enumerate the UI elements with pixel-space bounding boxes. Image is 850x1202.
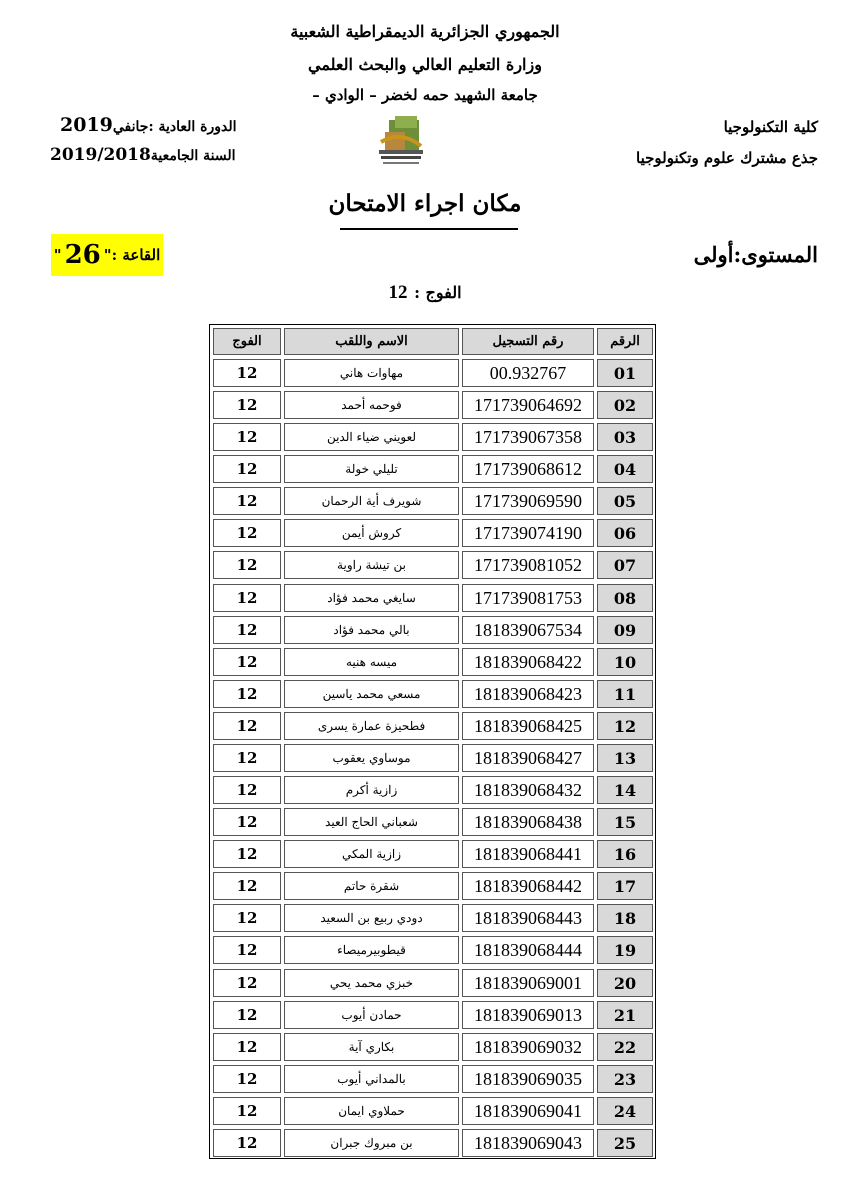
row-num: 23: [597, 1065, 653, 1093]
university-building-logo-icon: [375, 112, 427, 170]
row-group: 12: [213, 680, 281, 708]
row-reg: 181839069043: [462, 1129, 594, 1157]
row-group: 12: [213, 936, 281, 964]
row-group: 12: [213, 1097, 281, 1125]
row-reg: 181839067534: [462, 616, 594, 644]
row-num: 01: [597, 359, 653, 387]
row-reg: 181839068422: [462, 648, 594, 676]
group-label: الفوج :: [414, 283, 462, 302]
row-name: فوحمه أحمد: [284, 391, 459, 419]
row-group: 12: [213, 808, 281, 836]
row-num: 13: [597, 744, 653, 772]
row-name: كروش أيمن: [284, 519, 459, 547]
row-num: 02: [597, 391, 653, 419]
row-reg: 181839068442: [462, 872, 594, 900]
row-reg: 181839069001: [462, 969, 594, 997]
row-reg: 181839068427: [462, 744, 594, 772]
row-name: ميسه هنيه: [284, 648, 459, 676]
row-name: لعويني ضياء الدين: [284, 423, 459, 451]
row-num: 03: [597, 423, 653, 451]
row-name: فطحيزة عمارة يسرى: [284, 712, 459, 740]
row-num: 06: [597, 519, 653, 547]
row-num: 12: [597, 712, 653, 740]
academic-year: 2019/2018: [50, 145, 151, 165]
row-reg: 181839069013: [462, 1001, 594, 1029]
students-table: [209, 324, 656, 1159]
row-reg: 181839068423: [462, 680, 594, 708]
row-reg: 181839068432: [462, 776, 594, 804]
hall-label: القاعة :: [111, 246, 161, 264]
row-num: 14: [597, 776, 653, 804]
row-num: 20: [597, 969, 653, 997]
row-num: 07: [597, 551, 653, 579]
row-group: 12: [213, 455, 281, 483]
academic-line: [50, 145, 236, 165]
faculty-label: كلية التكنولوجيا: [723, 118, 818, 136]
row-group: 12: [213, 776, 281, 804]
row-name: زازية المكي: [284, 840, 459, 868]
row-name: بالي محمد فؤاد: [284, 616, 459, 644]
row-group: 12: [213, 551, 281, 579]
row-name: مهاوات هاني: [284, 359, 459, 387]
session-line: [60, 114, 237, 136]
row-reg: 171739067358: [462, 423, 594, 451]
row-name: شعباني الحاج العيد: [284, 808, 459, 836]
row-name: بن مبروك جبران: [284, 1129, 459, 1157]
row-reg: 171739074190: [462, 519, 594, 547]
row-group: 12: [213, 840, 281, 868]
row-num: 24: [597, 1097, 653, 1125]
row-group: 12: [213, 519, 281, 547]
row-name: بالمداني أيوب: [284, 1065, 459, 1093]
row-name: مسعي محمد ياسين: [284, 680, 459, 708]
row-reg: 00.932767: [462, 359, 594, 387]
row-group: 12: [213, 712, 281, 740]
row-name: شويرف أية الرحمان: [284, 487, 459, 515]
row-reg: 171739081753: [462, 584, 594, 612]
row-reg: 181839068425: [462, 712, 594, 740]
header-name: الاسم واللقب: [284, 328, 459, 355]
hall-badge: [51, 234, 163, 276]
row-reg: 171739081052: [462, 551, 594, 579]
row-num: 16: [597, 840, 653, 868]
header-num: الرقم: [597, 328, 653, 355]
row-num: 18: [597, 904, 653, 932]
row-num: 22: [597, 1033, 653, 1061]
group-number: 12: [388, 282, 408, 303]
row-group: 12: [213, 1001, 281, 1029]
row-group: 12: [213, 1129, 281, 1157]
group-title: [0, 281, 850, 304]
session-label: الدورة العادية :جانفي: [112, 119, 237, 135]
hall-number: 26: [64, 240, 101, 270]
row-name: سايغي محمد فؤاد: [284, 584, 459, 612]
row-num: 09: [597, 616, 653, 644]
row-num: 19: [597, 936, 653, 964]
row-num: 05: [597, 487, 653, 515]
row-name: بكاري آية: [284, 1033, 459, 1061]
row-reg: 171739069590: [462, 487, 594, 515]
row-num: 17: [597, 872, 653, 900]
row-name: موساوي يعقوب: [284, 744, 459, 772]
row-group: 12: [213, 584, 281, 612]
row-group: 12: [213, 744, 281, 772]
session-year: 2019: [60, 114, 113, 136]
row-reg: 181839068443: [462, 904, 594, 932]
row-group: 12: [213, 616, 281, 644]
row-reg: 181839068444: [462, 936, 594, 964]
row-reg: 171739068612: [462, 455, 594, 483]
level-label: المستوى:أولى: [693, 242, 818, 267]
row-num: 08: [597, 584, 653, 612]
row-group: 12: [213, 487, 281, 515]
header-group: الفوج: [213, 328, 281, 355]
header-reg: رقم التسجيل: [462, 328, 594, 355]
row-num: 25: [597, 1129, 653, 1157]
row-group: 12: [213, 969, 281, 997]
row-name: دودي ربيع بن السعيد: [284, 904, 459, 932]
row-num: 11: [597, 680, 653, 708]
row-group: 12: [213, 359, 281, 387]
row-group: 12: [213, 1065, 281, 1093]
row-group: 12: [213, 904, 281, 932]
hall-quote-close: ": [53, 246, 62, 264]
ministry-heading: وزارة التعليم العالي والبحث العلمي: [308, 55, 542, 74]
row-group: 12: [213, 1033, 281, 1061]
row-name: قيطوبيرميصاء: [284, 936, 459, 964]
row-reg: 181839069035: [462, 1065, 594, 1093]
row-name: تليلي خولة: [284, 455, 459, 483]
row-group: 12: [213, 423, 281, 451]
row-group: 12: [213, 648, 281, 676]
row-name: شقرة حاتم: [284, 872, 459, 900]
row-group: 12: [213, 872, 281, 900]
row-reg: 181839068441: [462, 840, 594, 868]
row-name: حمادن أيوب: [284, 1001, 459, 1029]
row-reg: 181839068438: [462, 808, 594, 836]
row-name: بن تيشة راوية: [284, 551, 459, 579]
row-reg: 181839069041: [462, 1097, 594, 1125]
university-heading: جامعة الشهيد حمه لخضر – الوادي –: [312, 86, 538, 104]
title-underline: [340, 228, 518, 230]
page-title: مكان اجراء الامتحان: [328, 190, 522, 217]
row-num: 10: [597, 648, 653, 676]
row-reg: 171739064692: [462, 391, 594, 419]
republic-heading: الجمهوري الجزائرية الديمقراطية الشعبية: [290, 22, 560, 41]
branch-label: جذع مشترك علوم وتكنولوجيا: [636, 149, 818, 167]
row-name: خبزي محمد يحي: [284, 969, 459, 997]
row-num: 15: [597, 808, 653, 836]
row-name: حملاوي ايمان: [284, 1097, 459, 1125]
row-group: 12: [213, 391, 281, 419]
academic-label: السنة الجامعية: [150, 148, 236, 164]
row-num: 21: [597, 1001, 653, 1029]
row-reg: 181839069032: [462, 1033, 594, 1061]
row-num: 04: [597, 455, 653, 483]
row-name: زازية أكرم: [284, 776, 459, 804]
hall-quote-open: ": [103, 246, 112, 264]
